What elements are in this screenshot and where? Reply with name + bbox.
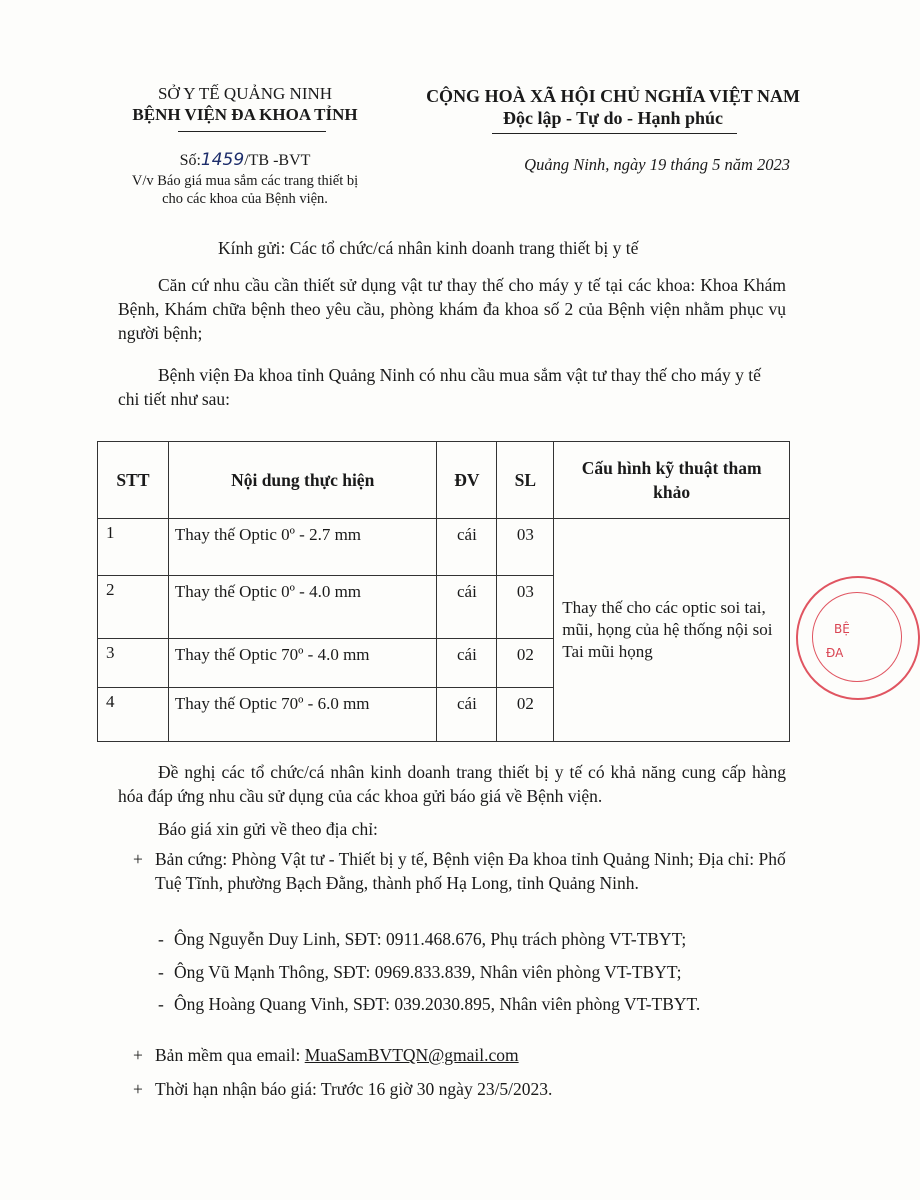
hard-copy-text: Bản cứng: Phòng Vật tư - Thiết bị y tế, Bệnh viện Đa khoa tỉnh Quảng Ninh; Địa chỉ: Phố Tuệ Tĩnh, phường Bạch Đằng, thành phố Hạ Long, tỉnh Quảng Ninh. <box>155 849 786 893</box>
contact-person-text: Ông Vũ Mạnh Thông, SĐT: 0969.833.839, Nhân viên phòng VT-TBYT; <box>174 962 682 982</box>
cell-qty: 03 <box>497 576 554 639</box>
subject-line-2: cho các khoa của Bệnh viện. <box>162 191 328 207</box>
cell-content: Thay thế Optic 70º - 6.0 mm <box>168 688 437 742</box>
stamp-inner-ring <box>812 592 902 682</box>
table-row <box>98 519 790 576</box>
divider <box>492 133 737 134</box>
cell-stt: 1 <box>98 519 169 576</box>
contact-person <box>158 927 788 951</box>
paragraph-4: Báo giá xin gửi về theo địa chỉ: <box>158 819 378 839</box>
cell-content: Thay thế Optic 70º - 4.0 mm <box>168 639 437 688</box>
date-line: Quảng Ninh, ngày 19 tháng 5 năm 2023 <box>524 155 790 174</box>
soft-copy-label: Bản mềm qua email: <box>155 1045 305 1065</box>
dash-bullet: - <box>158 929 164 949</box>
doc-no-handwritten: 1459 <box>200 150 245 170</box>
cell-unit: cái <box>437 519 497 576</box>
requirements-table <box>97 441 790 742</box>
cell-config: Thay thế cho các optic soi tai, mũi, họng của hệ thống nội soi Tai mũi họng <box>554 519 790 742</box>
subject <box>100 172 390 208</box>
header-stt: STT <box>98 442 169 519</box>
contact-person <box>158 960 788 984</box>
divider <box>178 131 326 132</box>
header-config: Cấu hình kỹ thuật tham khảo <box>554 442 790 519</box>
contact-person-text: Ông Nguyễn Duy Linh, SĐT: 0911.468.676, Phụ trách phòng VT-TBYT; <box>174 929 687 949</box>
header-content: Nội dung thực hiện <box>168 442 437 519</box>
dash-bullet: - <box>158 994 164 1014</box>
cell-unit: cái <box>437 688 497 742</box>
header-qty: SL <box>497 442 554 519</box>
dash-bullet: - <box>158 962 164 982</box>
plus-bullet: + <box>133 1045 143 1065</box>
motto: Độc lập - Tự do - Hạnh phúc <box>502 108 724 128</box>
contact-person-text: Ông Hoàng Quang Vinh, SĐT: 039.2030.895, Nhân viên phòng VT-TBYT. <box>174 994 701 1014</box>
soft-copy-text <box>133 1043 788 1067</box>
subject-line-1: V/v Báo giá mua sắm các trang thiết bị <box>131 173 359 189</box>
paragraph-2: Bệnh viện Đa khoa tỉnh Quảng Ninh có nhu cầu mua sắm vật tư thay thế cho máy y tế chi tiết như sau: <box>118 365 761 409</box>
greeting: Kính gửi: Các tổ chức/cá nhân kinh doanh trang thiết bị y tế <box>218 238 639 258</box>
doc-no-suffix: /TB -BVT <box>244 152 311 169</box>
table-header-row <box>98 442 790 519</box>
plus-bullet: + <box>133 1079 143 1099</box>
official-stamp <box>796 576 920 700</box>
cell-content: Thay thế Optic 0º - 2.7 mm <box>168 519 437 576</box>
hard-copy-item <box>133 847 788 895</box>
document-number <box>110 150 380 170</box>
cell-qty: 02 <box>497 688 554 742</box>
cell-content: Thay thế Optic 0º - 4.0 mm <box>168 576 437 639</box>
paragraph-3: Đề nghị các tổ chức/cá nhân kinh doanh trang thiết bị y tế có khả năng cung cấp hàng hóa đáp ứng nhu cầu sử dụng của các khoa gửi báo giá về Bệnh viện. <box>118 762 786 806</box>
email-link[interactable]: MuaSamBVTQN@gmail.com <box>304 1045 519 1065</box>
deadline-text: Thời hạn nhận báo giá: Trước 16 giờ 30 ngày 23/5/2023. <box>155 1079 553 1099</box>
doc-no-prefix: Số: <box>179 152 201 169</box>
cell-stt: 3 <box>98 639 169 688</box>
stamp-text: ĐA <box>826 646 844 660</box>
org-name: BỆNH VIỆN ĐA KHOA TỈNH <box>132 105 358 124</box>
nation-title: CỘNG HOÀ XÃ HỘI CHỦ NGHĨA VIỆT NAM <box>426 86 800 106</box>
contact-person <box>158 992 788 1016</box>
cell-stt: 2 <box>98 576 169 639</box>
cell-unit: cái <box>437 639 497 688</box>
stamp-text: BỆ <box>834 622 850 636</box>
cell-stt: 4 <box>98 688 169 742</box>
cell-qty: 02 <box>497 639 554 688</box>
deadline-item <box>133 1077 788 1101</box>
header-unit: ĐV <box>437 442 497 519</box>
soft-copy-item <box>133 1043 788 1067</box>
cell-unit: cái <box>437 576 497 639</box>
plus-bullet: + <box>133 849 143 869</box>
org-parent: SỞ Y TẾ QUẢNG NINH <box>157 84 333 103</box>
paragraph-1: Căn cứ nhu cầu cần thiết sử dụng vật tư thay thế cho máy y tế tại các khoa: Khoa Khám Bệnh, Khám chữa bệnh theo yêu cầu, phòng khám đa khoa số 2 của Bệnh viện nhằm phục vụ người bệnh; <box>118 275 786 343</box>
cell-qty: 03 <box>497 519 554 576</box>
